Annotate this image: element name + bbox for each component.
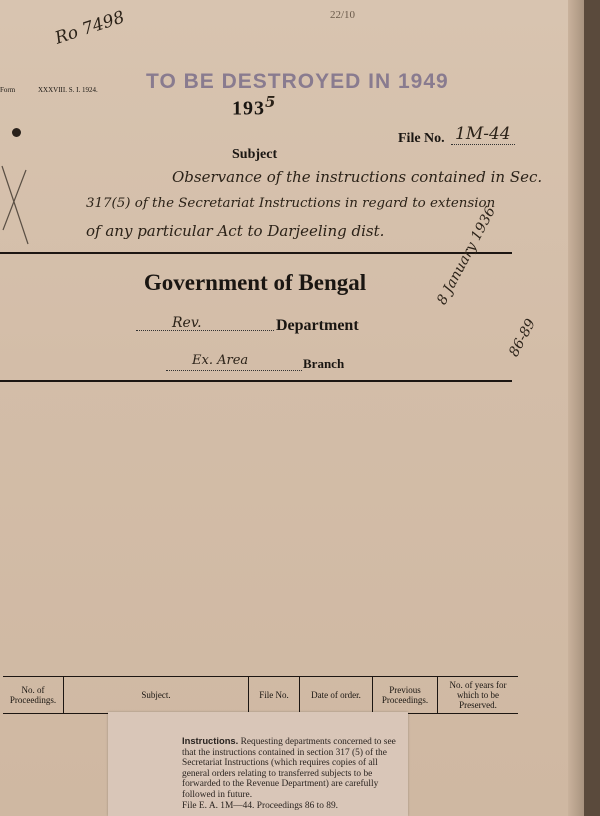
register-table: [3, 676, 518, 714]
bottom-rule: [0, 380, 512, 382]
slip-body: Requesting departments concerned to see that the instructions contained in section 317 (5) of the Secretariat Instructions (which requires copies of all general orders relating to transferred subjects to be forwarded to the Revenue Department) are carefully followed in future.: [182, 737, 396, 800]
col-date-order: Date of order.: [300, 677, 373, 714]
col-proceedings: No. of Proceedings.: [3, 677, 64, 714]
file-no-label: File No.: [398, 131, 445, 146]
date-note: 22/10: [330, 9, 356, 21]
government-title: Government of Bengal: [143, 270, 367, 295]
department-dots: [136, 330, 274, 331]
slip-footer: File E. A. 1M—44. Proceedings 86 to 89.: [182, 800, 338, 811]
margin-note-proceedings: 86-89: [506, 316, 540, 360]
top-rule: [0, 252, 512, 254]
department-value: Rev.: [172, 315, 202, 331]
subject-line-2: 317(5) of the Secretariat Instructions in regard to extension: [86, 196, 496, 211]
year: [232, 93, 276, 121]
punch-hole: [12, 128, 21, 137]
subject-line-1: Observance of the instructions contained in Sec.: [172, 168, 543, 186]
year-handwritten: 5: [265, 93, 277, 111]
year-printed: 193: [232, 97, 265, 120]
subject-label: Subject: [232, 147, 278, 162]
destroy-stamp: TO BE DESTROYED IN 1949: [146, 70, 449, 93]
page-edge: [568, 0, 584, 816]
branch-label: Branch: [303, 356, 345, 371]
slip-heading: Instructions.: [182, 735, 239, 746]
col-previous: Previous Proceedings.: [373, 677, 438, 714]
instruction-slip: [108, 712, 408, 816]
branch-value: Ex. Area: [192, 353, 249, 368]
cross-mark: [0, 160, 30, 250]
branch-dots: [166, 370, 302, 371]
form-label: Form: [0, 86, 16, 94]
file-no-value: 1M-44: [451, 124, 515, 145]
col-subject: Subject.: [64, 677, 249, 714]
slip-text: [182, 736, 402, 811]
register-header-row: [3, 677, 518, 714]
reference-number: Ro 7498: [52, 7, 128, 49]
subject-line-3: of any particular Act to Darjeeling dist.: [86, 222, 385, 240]
col-file-no: File No.: [249, 677, 300, 714]
col-years: No. of years for which to be Preserved.: [438, 677, 519, 714]
margin-note: 8 January 1936: [434, 204, 500, 308]
form-code: XXXVIII. S. I. 1924.: [38, 86, 98, 94]
department-label: Department: [276, 317, 359, 334]
